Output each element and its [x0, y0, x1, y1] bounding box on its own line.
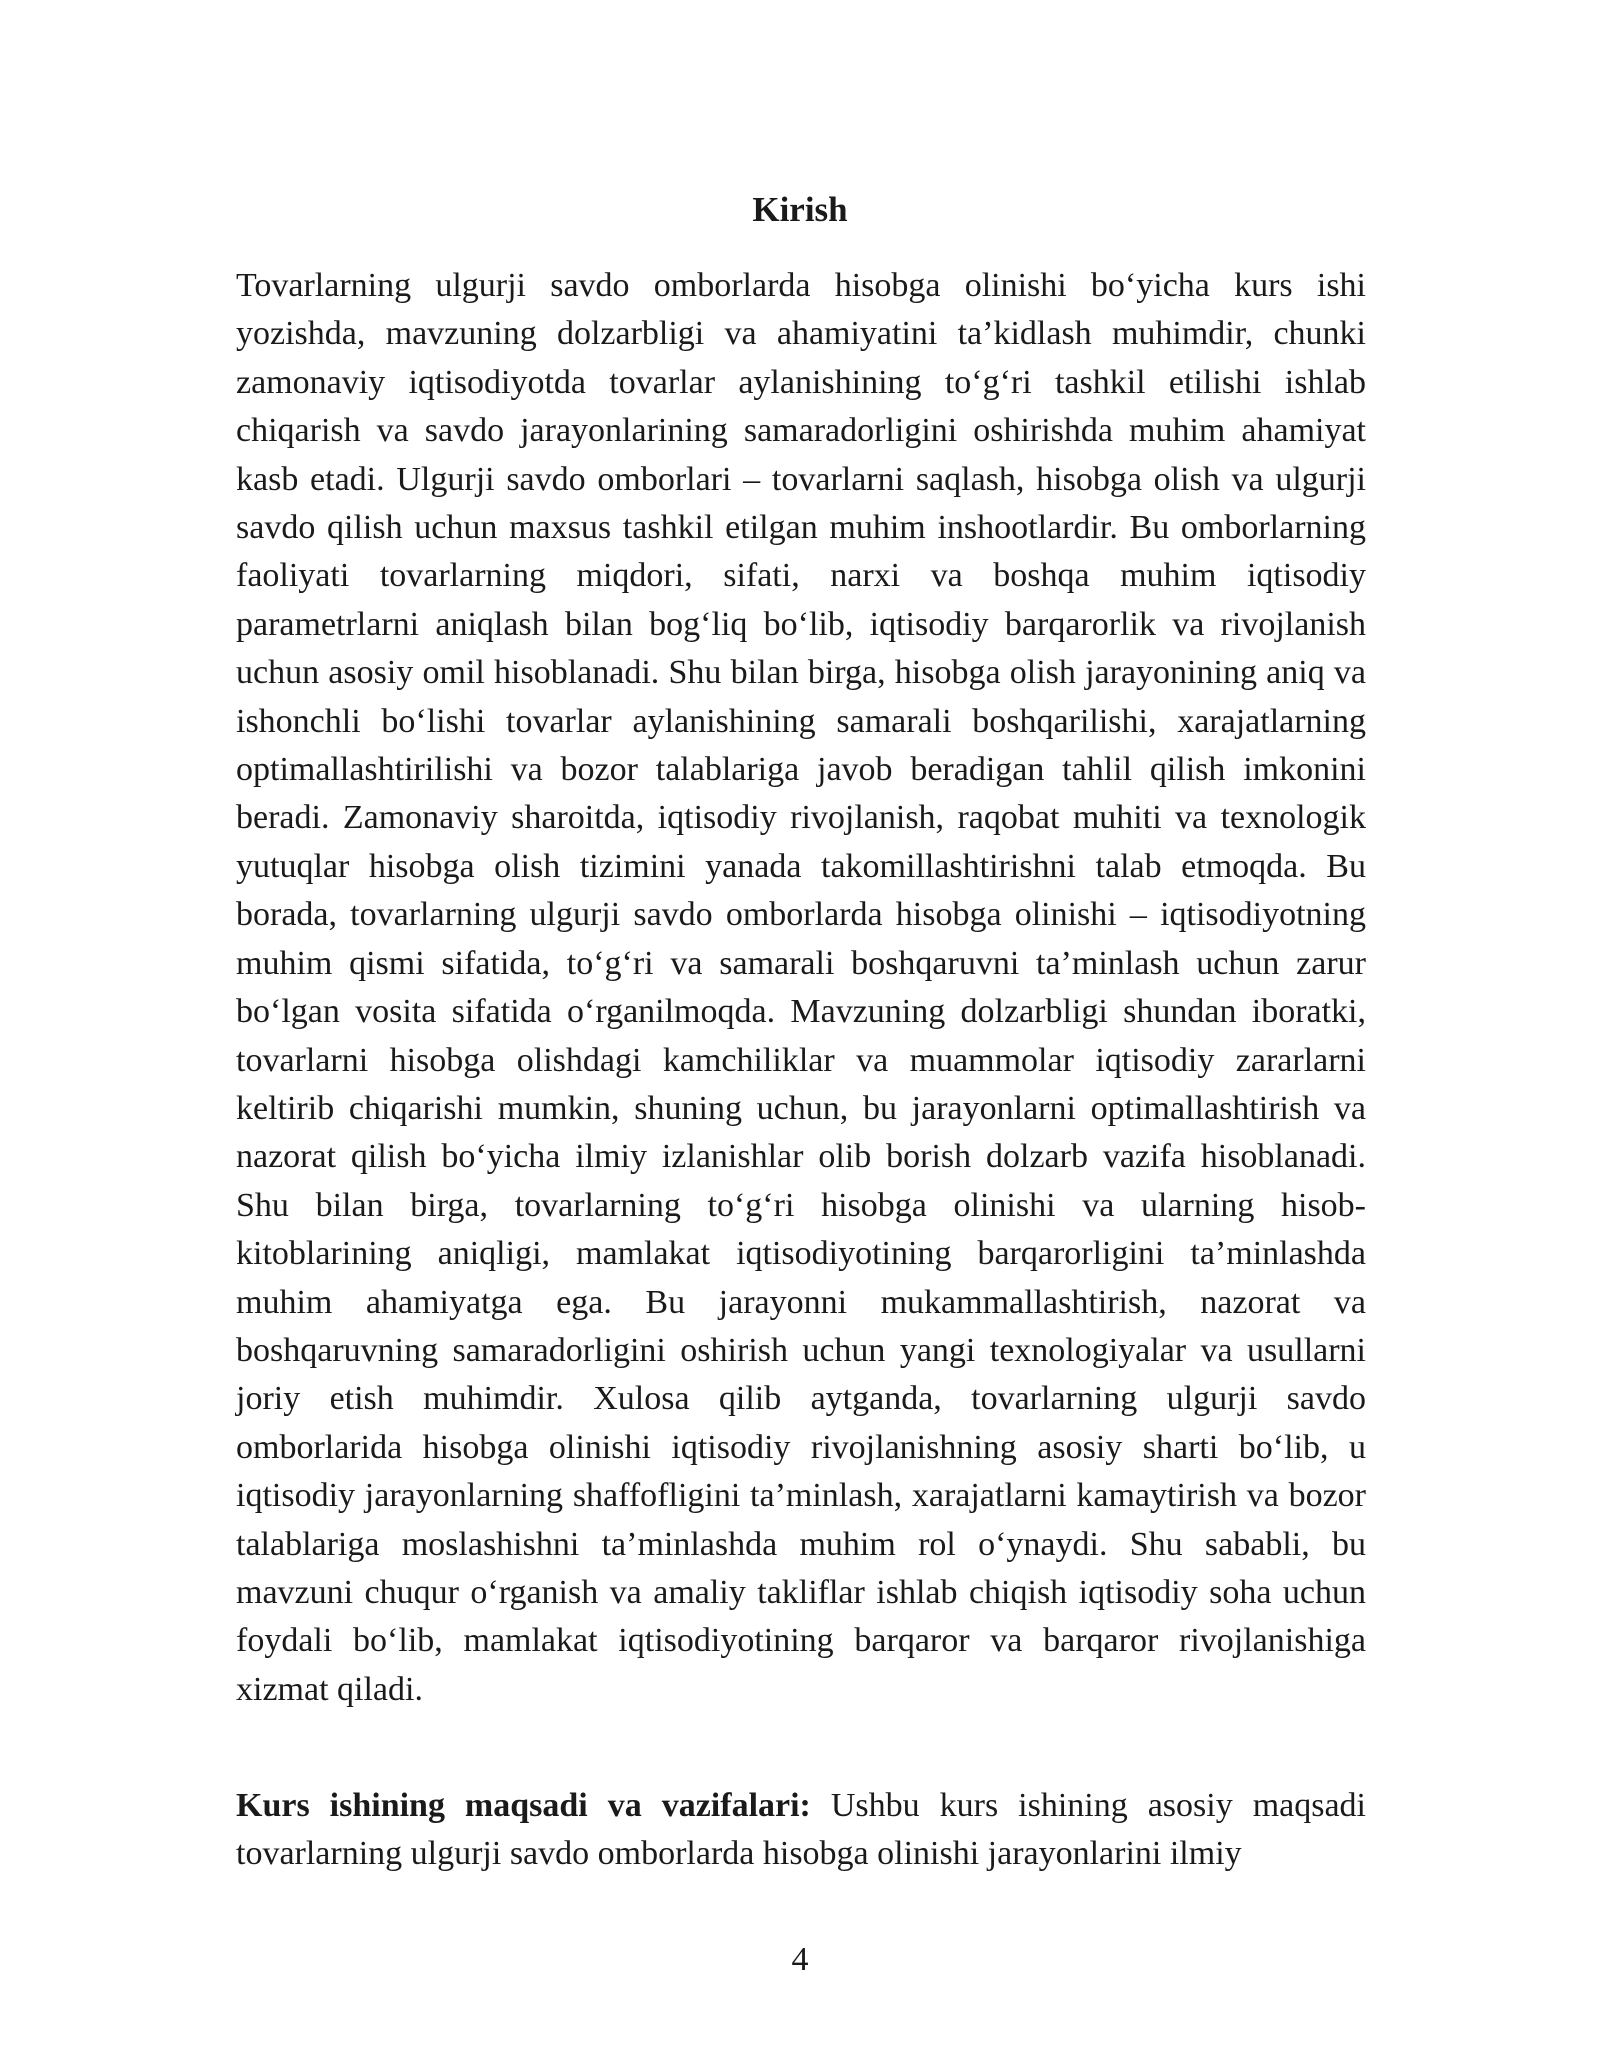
body-paragraph: Tovarlarning ulgurji savdo omborlarda hisobga olinishi bo‘yicha kurs ishi yozishda, mavzuning dolzarbligi va ahamiyatini ta’kidlash muhimdir, chunki zamonaviy iqtisodiyotda tovarlar aylanishining to‘g‘ri tashkil etilishi ishlab chiqarish va savdo jarayonlarining samaradorligini oshirishda muhim ahamiyat kasb etadi. Ulgurji savdo omborlari – tovarlarni saqlash, hisobga olish va ulgurji savdo qilish uchun maxsus tashkil etilgan muhim inshootlardir. Bu omborlarning faoliyati tovarlarning miqdori, sifati, narxi va boshqa muhim iqtisodiy parametrlarni aniqlash bilan bog‘liq bo‘lib, iqtisodiy barqarorlik va rivojlanish uchun asosiy omil hisoblanadi. Shu bilan birga, hisobga olish jarayonining aniq va ishonchli bo‘lishi tovarlar aylanishining samarali boshqarilishi, xarajatlarning optimallashtirilishi va bozor talablariga javob beradigan tahlil qilish imkonini beradi. Zamonaviy sharoitda, iqtisodiy rivojlanish, raqobat muhiti va texnologik yutuqlar hisobga olish tizimini yanada takomillashtirishni talab etmoqda. Bu borada, tovarlarning ulgurji savdo omborlarda hisobga olinishi – iqtisodiyotning muhim qismi sifatida, to‘g‘ri va samarali boshqaruvni ta’minlash uchun zarur bo‘lgan vosita sifatida o‘rganilmoqda. Mavzuning dolzarbligi shundan iboratki, tovarlarni hisobga olishdagi kamchiliklar va muammolar iqtisodiy zararlarni keltirib chiqarishi mumkin, shuning uchun, bu jarayonlarni optimallashtirish va nazorat qilish bo‘yicha ilmiy izlanishlar olib borish dolzarb vazifa hisoblanadi. Shu bilan birga, tovarlarning to‘g‘ri hisobga olinishi va ularning hisob-kitoblarining aniqligi, mamlakat iqtisodiyotining barqarorligini ta’minlashda muhim ahamiyatga ega. Bu jarayonni mukammallashtirish, nazorat va boshqaruvning samaradorligini oshirish uchun yangi texnologiyalar va usullarni joriy etish muhimdir. Xulosa qilib aytganda, tovarlarning ulgurji savdo omborlarida hisobga olinishi iqtisodiy rivojlanishning asosiy sharti bo‘lib, u iqtisodiy jarayonlarning shaffofligini ta’minlash, xarajatlarni kamaytirish va bozor talablariga moslashishni ta’minlashda muhim rol o‘ynaydi. Shu sababli, bu mavzuni chuqur o‘rganish va amaliy takliflar ishlab chiqish iqtisodiy soha uchun foydali bo‘lib, mamlakat iqtisodiyotining barqaror va barqaror rivojlanishiga xizmat qiladi.	[236, 267, 1366, 1708]
page-title: Kirish	[752, 190, 848, 229]
goals-paragraph	[236, 1782, 1366, 1879]
goals-heading: Kurs ishining maqsadi va vazifalari:	[236, 1787, 811, 1824]
page-number: 4	[791, 1941, 809, 1978]
goals-text: Ushbu kurs ishining asosiy maqsadi tovarlarning ulgurji savdo omborlarda hisobga olinishi jarayonlarini ilmiy	[236, 1787, 1367, 1873]
